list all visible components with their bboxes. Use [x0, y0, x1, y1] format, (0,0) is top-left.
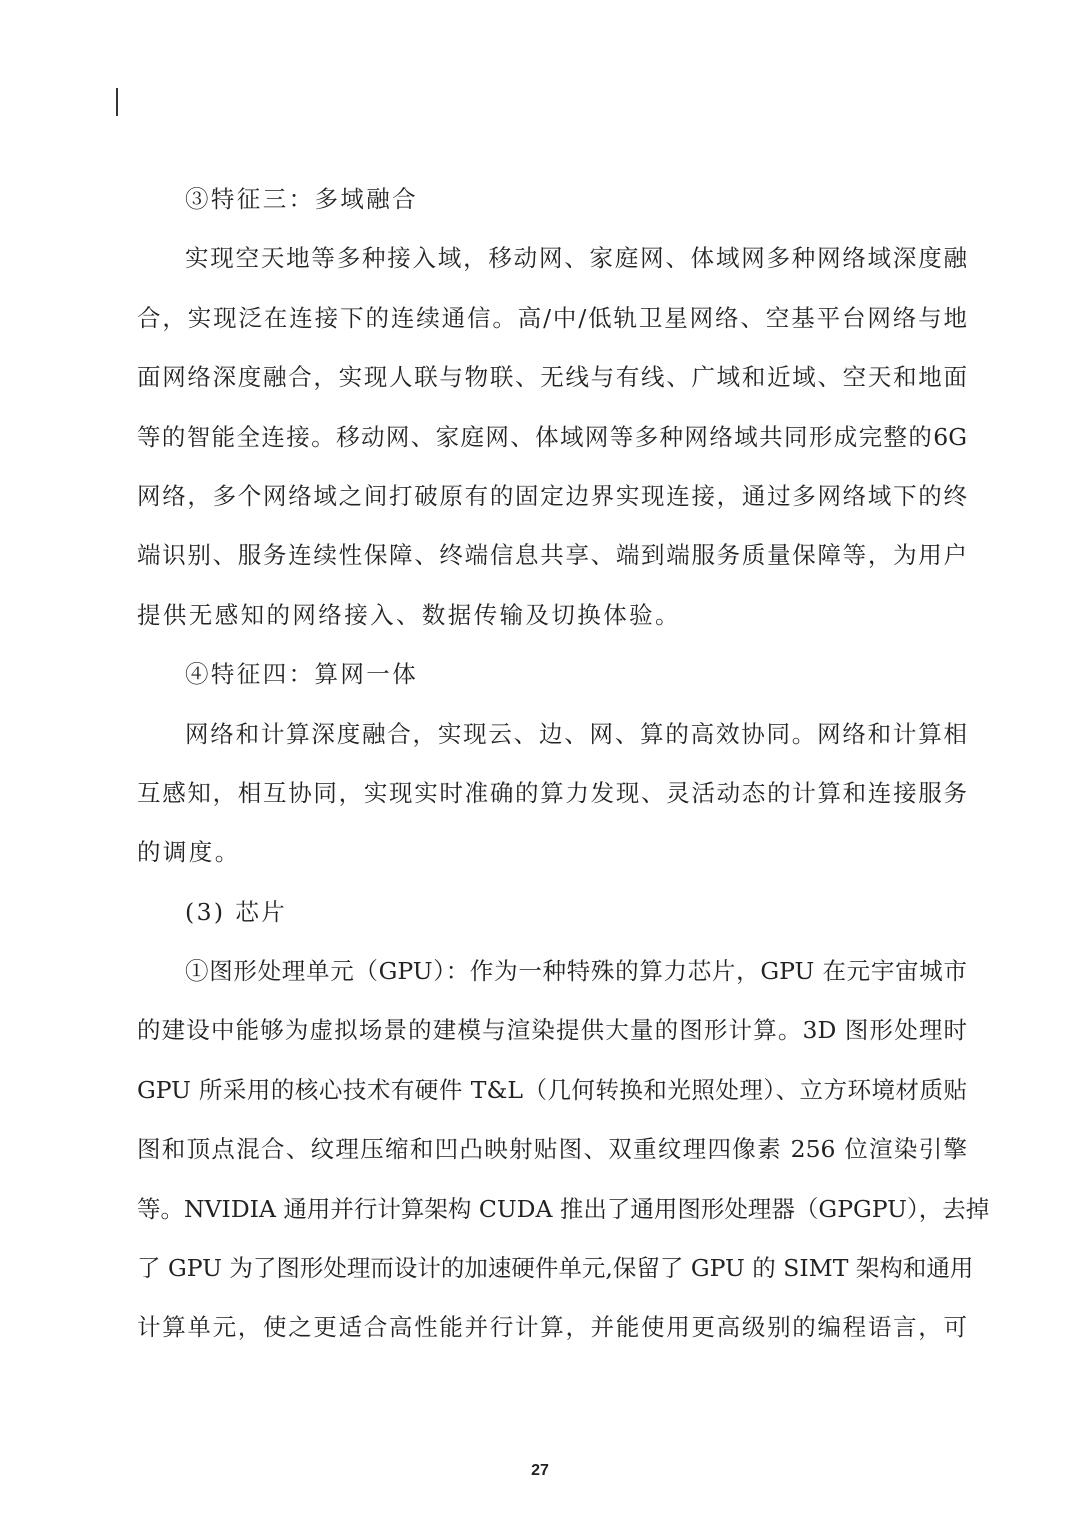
heading-feature-four: ④特征四：算网一体: [185, 660, 419, 689]
paragraph-line: ①图形处理单元（GPU）：作为一种特殊的算力芯片，GPU 在元宇宙城市: [185, 957, 967, 986]
paragraph-line: 计算单元，使之更适合高性能并行计算，并能使用更高级别的编程语言，可: [137, 1313, 967, 1342]
paragraph-line: 合，实现泛在连接下的连续通信。高/中/低轨卫星网络、空基平台网络与地: [137, 303, 967, 332]
page-number: 27: [531, 1462, 549, 1479]
paragraph-line: 提供无感知的网络接入、数据传输及切换体验。: [137, 600, 681, 629]
heading-chip: (3) 芯片: [185, 897, 288, 926]
paragraph-line: 了 GPU 为了图形处理而设计的加速硬件单元,保留了 GPU 的 SIMT 架构和通用: [137, 1254, 974, 1283]
paragraph-line: 图和顶点混合、纹理压缩和凹凸映射贴图、双重纹理四像素 256 位渲染引擎: [137, 1135, 967, 1164]
paragraph-line: 网络和计算深度融合，实现云、边、网、算的高效协同。网络和计算相: [185, 719, 967, 748]
paragraph-line: 等。NVIDIA 通用并行计算架构 CUDA 推出了通用图形处理器（GPGPU），去掉: [137, 1194, 990, 1223]
paragraph-line: 等的智能全连接。移动网、家庭网、体域网等多种网络域共同形成完整的6G: [137, 422, 967, 451]
text-cursor-mark: [116, 88, 118, 116]
paragraph-line: 实现空天地等多种接入域，移动网、家庭网、体域网多种网络域深度融: [185, 244, 967, 273]
paragraph-line: 面网络深度融合，实现人联与物联、无线与有线、广域和近域、空天和地面: [137, 363, 967, 392]
document-body: [137, 170, 990, 1358]
paragraph-line: 的调度。: [137, 838, 241, 867]
paragraph-line: GPU 所采用的核心技术有硬件 T&L（几何转换和光照处理）、立方环境材质贴: [137, 1075, 967, 1104]
paragraph-line: 互感知，相互协同，实现实时准确的算力发现、灵活动态的计算和连接服务: [137, 778, 967, 807]
paragraph-line: 网络，多个网络域之间打破原有的固定边界实现连接，通过多网络域下的终: [137, 481, 967, 510]
paragraph-line: 的建设中能够为虚拟场景的建模与渲染提供大量的图形计算。3D 图形处理时: [137, 1016, 967, 1045]
paragraph-line: 端识别、服务连续性保障、终端信息共享、端到端服务质量保障等，为用户: [137, 541, 967, 570]
heading-feature-three: ③特征三：多域融合: [185, 185, 419, 213]
